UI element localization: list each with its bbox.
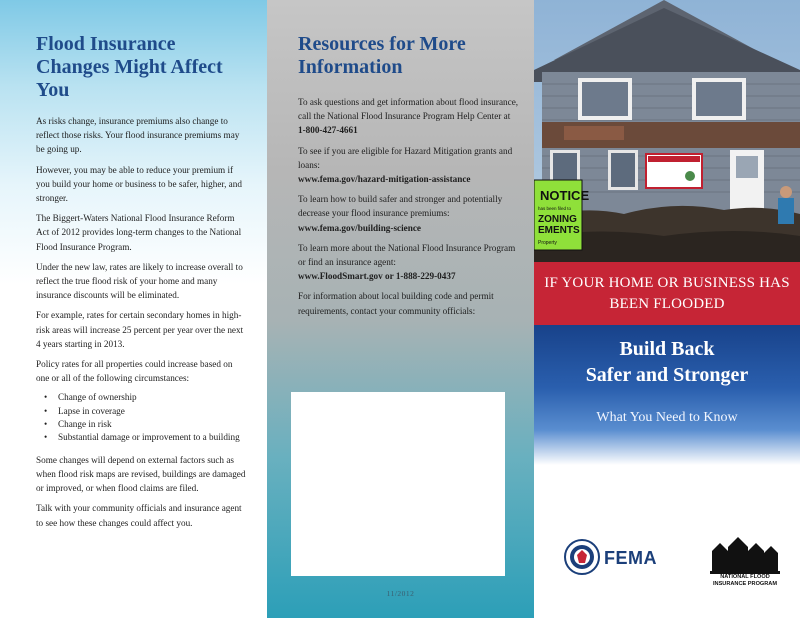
headline-line1: Build Back bbox=[619, 338, 715, 360]
resource-mitigation bbox=[298, 144, 520, 187]
paragraph-policy-rates: Policy rates for all properties could increase based on one or all of the following circumstances: bbox=[36, 359, 233, 384]
insurance-changes-panel bbox=[0, 0, 267, 618]
fema-logo: FEMA bbox=[604, 548, 657, 568]
help-center-phone[interactable]: 1-800-427-4661 bbox=[298, 125, 358, 136]
hazard-mitigation-link[interactable]: www.fema.gov/hazard-mitigation-assistance bbox=[298, 174, 471, 185]
paragraph-biggert-waters: The Biggert-Waters National Flood Insurance Reform Act of 2012 provides long-term changes to the National Flood Insurance Program. bbox=[36, 213, 242, 252]
resource-building-science-text: To learn how to build safer and stronger and potentially decrease your flood insurance premiums: bbox=[298, 194, 503, 219]
resource-building-science bbox=[298, 192, 520, 235]
paragraph-reduce-premium: However, you may be able to reduce your premium if you build your home or business to be safer, higher, and stronger. bbox=[36, 164, 242, 204]
notice-sign-ements: EMENTS bbox=[538, 225, 580, 236]
community-contact-box bbox=[291, 392, 505, 576]
flooded-house-photo bbox=[534, 0, 800, 262]
list-item: • Change of ownership bbox=[44, 391, 247, 404]
cover-panel bbox=[534, 0, 800, 618]
floodsmart-link[interactable]: www.FloodSmart.gov or 1-888-229-0437 bbox=[298, 271, 456, 282]
resource-local-code: For information about local building code and permit requirements, contact your community officials: bbox=[298, 291, 494, 316]
resource-help-center-text: To ask questions and get information about flood insurance, call the National Flood Insurance Program Help Center at bbox=[298, 97, 519, 122]
nfip-logo-text: NATIONAL FLOOD INSURANCE PROGRAM bbox=[712, 574, 778, 587]
paragraph-new-law: Under the new law, rates are likely to increase overall to reflect the true flood risk of your home and many insurance discounts will be eliminated. bbox=[36, 261, 243, 301]
wave-graphic bbox=[534, 440, 800, 520]
resources-heading: Resources for More Information bbox=[298, 33, 466, 78]
notice-sign-text: NOTICE bbox=[540, 188, 590, 203]
resource-floodsmart bbox=[298, 241, 520, 284]
notice-sign-property: Property bbox=[538, 240, 557, 246]
list-item: • Change in risk bbox=[44, 418, 247, 431]
paragraph-talk-officials: Talk with your community officials and insurance agent to see how these changes could affect you. bbox=[36, 503, 242, 528]
insurance-changes-heading: Flood Insurance Changes Might Affect You bbox=[36, 33, 223, 101]
list-item: • Substantial damage or improvement to a building bbox=[44, 431, 247, 444]
building-science-link[interactable]: www.fema.gov/building-science bbox=[298, 222, 422, 233]
flooded-banner: IF YOUR HOME OR BUSINESS HAS BEEN FLOODED bbox=[534, 262, 800, 325]
paragraph-example-rates: For example, rates for certain secondary homes in high-risk areas will increase 25 percent per year over the next 4 years starting in 2013. bbox=[36, 310, 244, 349]
paragraph-external-factors: Some changes will depend on external factors such as when flood risk maps are revised, buildings are damaged or improved, or when flood claims are filed. bbox=[36, 454, 246, 494]
circumstances-list bbox=[44, 391, 247, 443]
headline-line2: Safer and Stronger bbox=[585, 364, 749, 386]
notice-sign-zoning: ZONING bbox=[538, 214, 577, 225]
paragraph-risks-change: As risks change, insurance premiums also change to reflect those risks. Your flood insurance premiums may be going up. bbox=[36, 116, 240, 155]
list-item: • Lapse in coverage bbox=[44, 405, 247, 418]
tagline: What You Need to Know bbox=[596, 410, 738, 425]
resource-help-center bbox=[298, 95, 520, 138]
resource-mitigation-text: To see if you are eligible for Hazard Mitigation grants and loans: bbox=[298, 145, 513, 170]
notice-sign-small: has been filed to bbox=[538, 206, 572, 211]
house-illustration bbox=[534, 0, 800, 262]
resource-floodsmart-text: To learn more about the National Flood Insurance Program or find an insurance agent: bbox=[298, 242, 516, 268]
headline bbox=[534, 325, 800, 388]
publication-date: 11/2012 bbox=[386, 589, 415, 598]
